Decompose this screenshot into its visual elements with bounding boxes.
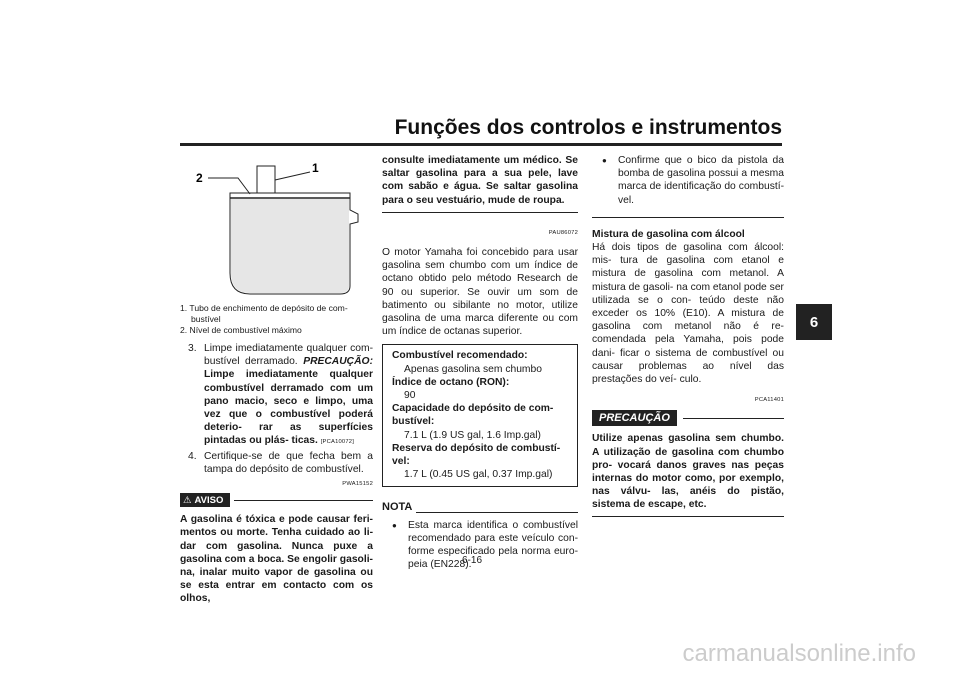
alcohol-paragraph: Há dois tipos de gasolina com álcool: mis- tura de gasolina com etanol e mistura de gasolina com metanol. A mistura de gasoli- na com etanol pode ser utilizada se o con- teúdo deste não exceder os 10% (E10). A mistura de gasolina com metanol não é re- comendada pela Yamaha, pois pode dani- ficar o sistema de combustível ou causar problemas ao nível das prestações do veí- culo. — [592, 242, 784, 386]
warning-badge: ⚠ AVISO — [180, 493, 230, 507]
nota-list-continued — [592, 154, 784, 207]
fuel-level-fill — [231, 199, 349, 293]
warning-header — [180, 493, 373, 507]
column-middle — [382, 154, 578, 571]
caution-section-code: PCA11401 — [754, 397, 784, 404]
fuel-section-code: PAU86072 — [548, 229, 578, 236]
fuel-tank-diagram — [180, 158, 373, 303]
caution-inline-label: PRECAUÇÃO: — [303, 356, 373, 368]
chapter-tab[interactable]: 6 — [796, 304, 832, 340]
callout-1: 1 — [312, 161, 319, 175]
alcohol-heading: Mistura de gasolina com álcool — [592, 228, 745, 240]
page-title: Funções dos controlos e instrumentos — [394, 116, 782, 139]
watermark: carmanualsonline.info — [682, 640, 916, 667]
caution-code: [PCA10072] — [320, 439, 355, 446]
caution-badge: PRECAUÇÃO — [592, 410, 677, 426]
callout-2: 2 — [196, 171, 203, 185]
figure-caption: 1. Tubo de enchimento de depósito de com- bustível 2. Nível de combustível máximo — [180, 303, 348, 335]
step-4: 4. Certifique-se de que fecha bem a tampa do depósito de combustível. — [188, 450, 373, 475]
warning-code: PWA15152 — [342, 481, 373, 488]
caution-inline-text: Limpe imediatamente qualquer combustível derramado com um pano macio, seco e limpo, uma vez que o combustível poderá deterio- rar as superfícies pintadas ou plás- ticas. — [204, 369, 373, 447]
bullet-icon: ● — [602, 156, 607, 165]
column-right — [592, 154, 784, 517]
step-list — [180, 342, 373, 476]
header-rule — [180, 143, 782, 146]
fuel-spec-box: Combustível recomendado: Apenas gasolina sem chumbo Índice de octano (RON): 90 Capacidade do depósito de com- bustível: 7.1 L (1.9 US gal, 1.6 Imp.gal) Reserva do depósito de combustí- vel: 1.7 L (0.45 US gal, 0.37 Imp.gal) — [382, 344, 578, 487]
caution-text: Utilize apenas gasolina sem chumbo. A utilização de gasolina com chumbo pro- vocará danos graves nas peças internas do motor como, por exemplo, nas válvu- las, anéis do pistão, sistema de escape, etc. — [592, 433, 784, 511]
nota-bullet: ● Esta marca identifica o combustível recomendado para este veículo con- forme especificado pela norma euro- peia (EN228). — [392, 519, 578, 571]
caution-header — [592, 410, 784, 426]
bullet-icon: ● — [392, 520, 397, 530]
nota-header: NOTA — [382, 501, 578, 514]
step-3: 3. Limpe imediatamente qualquer com- bustível derramado. PRECAUÇÃO: Limpe imediatamente qualquer combustível derramado com um pano macio, seco e limpo, uma vez que o combustível poderá deterio- rar as superfícies pintadas ou plás- ticas. [PCA10072] — [188, 343, 373, 447]
nota-bullet: ● Confirme que o bico da pistola da bomba de gasolina possui a mesma marca de identificação do combustí- vel. — [602, 155, 784, 206]
fuel-paragraph: O motor Yamaha foi concebido para usar gasolina sem chumbo com um índice de octano obtido pelo método Research de 90 ou superior. Se ouvir um som de batimento ou sibilante no motor, utilize gasolina de uma marca diferente ou com um índice de octanas superior. — [382, 247, 578, 338]
column-left — [180, 158, 373, 606]
warning-triangle-icon: ⚠ — [183, 494, 192, 506]
warning-text: A gasolina é tóxica e pode causar feri- mentos ou morte. Tenha cuidado ao li- dar com gasolina. Nunca puxe a gasolina com a boca. Se engolir gasoli- na, inalar muito vapor de gasolina ou se esta entrar em contacto com os olhos, — [180, 514, 373, 605]
warning-text-continued: consulte imediatamente um médico. Se saltar gasolina para a sua pele, lave com sabão e água. Se saltar gasolina para o seu vestuário, mude de roupa. — [382, 155, 578, 206]
page-number: 6-16 — [462, 555, 483, 566]
fuel-tank-figure — [180, 158, 373, 303]
